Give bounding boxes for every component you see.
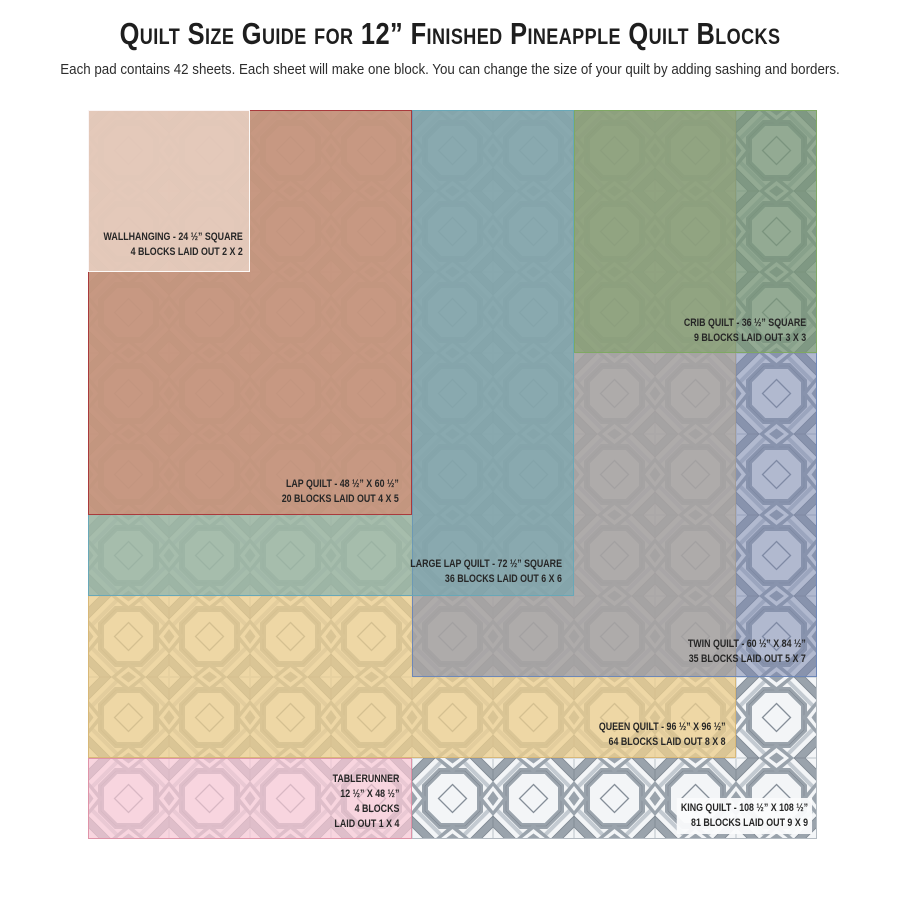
quilt-label-line: 9 BLOCKS LAID OUT 3 X 3 (693, 332, 806, 344)
quilt-label-line: 35 BLOCKS LAID OUT 5 X 7 (688, 653, 806, 665)
quilt-label-line: KING QUILT - 108 ½” X 108 ½” (680, 802, 808, 814)
quilt-label-line: TWIN QUILT - 60 ½” X 84 ½” (688, 638, 806, 650)
quilt-label-line: LARGE LAP QUILT - 72 ½” SQUARE (410, 558, 562, 570)
quilt-label-tablerunner (332, 772, 399, 832)
quilt-label-queen (599, 720, 726, 750)
quilt-label-large-lap (410, 557, 562, 587)
quilt-label-line: WALLHANGING - 24 ½” SQUARE (103, 231, 243, 243)
quilt-label-king (677, 798, 812, 834)
quilt-label-line: 4 BLOCKS LAID OUT 2 X 2 (130, 246, 243, 258)
quilt-label-line: 12 ½” X 48 ½” (339, 788, 399, 800)
quilt-label-line: LAP QUILT - 48 ½” X 60 ½” (286, 478, 399, 490)
quilt-label-wallhanging (104, 230, 243, 260)
quilt-label-line: CRIB QUILT - 36 ½” SQUARE (683, 317, 806, 329)
page-subtitle: Each pad contains 42 sheets. Each sheet will make one block. You can change the size of your quilt by adding sashing and borders. (60, 62, 840, 78)
quilt-wallhanging (88, 110, 250, 272)
quilt-tablerunner (88, 758, 412, 839)
page-title: Quilt Size Guide for 12” Finished Pineapple Quilt Blocks (119, 16, 781, 51)
quilt-label-line: 36 BLOCKS LAID OUT 6 X 6 (444, 573, 562, 585)
quilt-crib (574, 110, 817, 353)
quilt-label-line: LAID OUT 1 X 4 (334, 818, 399, 830)
quilt-label-line: 81 BLOCKS LAID OUT 9 X 9 (690, 817, 808, 829)
quilt-diagram (88, 110, 817, 839)
quilt-label-line: 20 BLOCKS LAID OUT 4 X 5 (281, 493, 399, 505)
quilt-label-line: 4 BLOCKS (354, 803, 399, 815)
quilt-label-line: 64 BLOCKS LAID OUT 8 X 8 (608, 736, 726, 748)
quilt-label-line: QUEEN QUILT - 96 ½” X 96 ½” (599, 721, 726, 733)
quilt-label-twin (688, 637, 806, 667)
quilt-label-line: TABLERUNNER (332, 773, 399, 785)
quilt-label-lap (282, 477, 399, 507)
quilt-label-crib (684, 316, 806, 346)
